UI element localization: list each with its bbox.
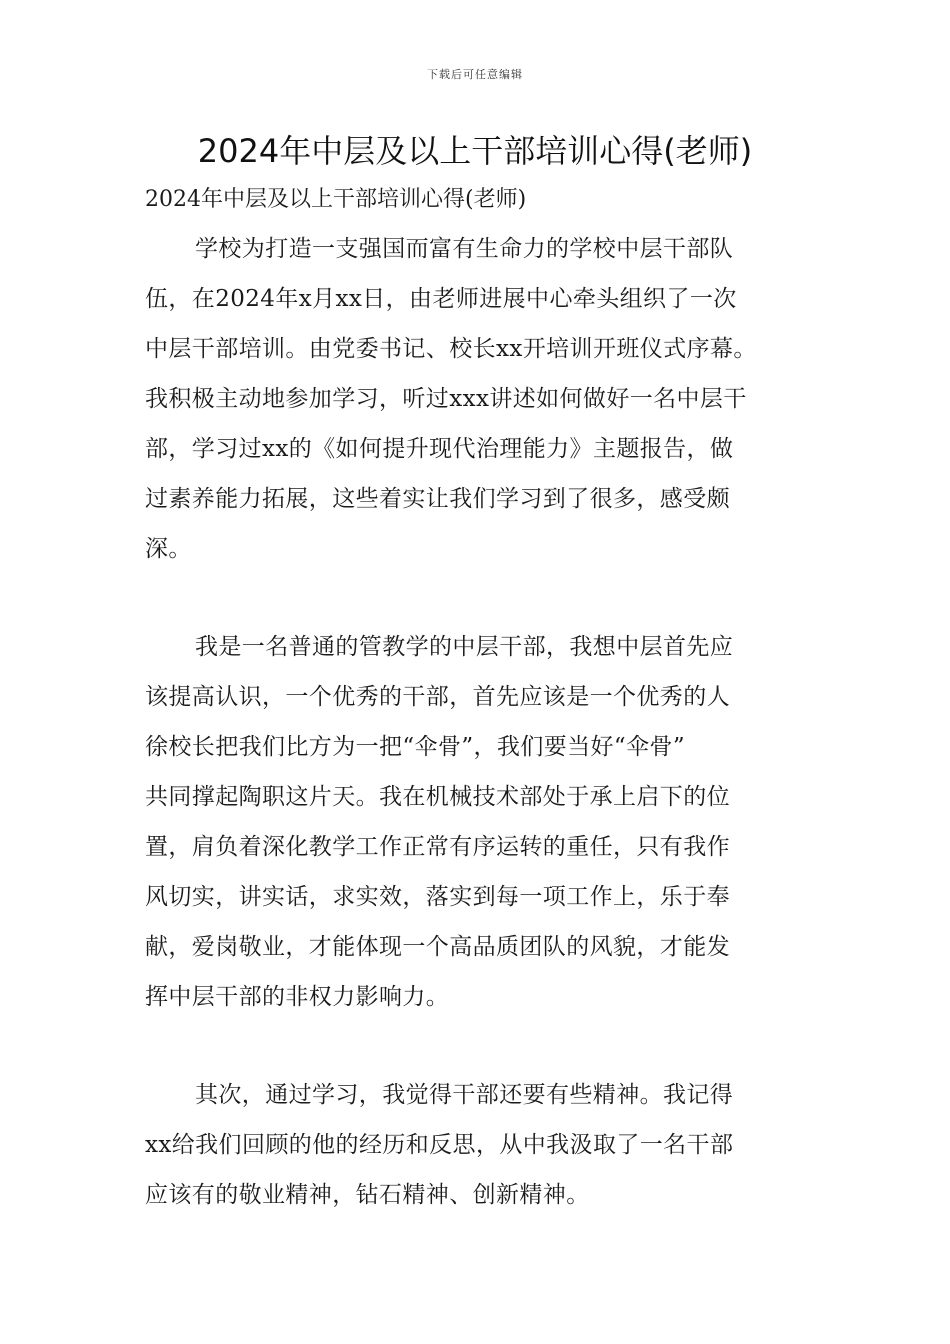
- paragraph-1: [145, 224, 810, 574]
- paragraph-line: 深。: [145, 536, 192, 562]
- paragraph-line: 学校为打造一支强国而富有生命力的学校中层干部队: [195, 236, 734, 262]
- document-title: 2024年中层及以上干部培训心得(老师): [197, 132, 753, 170]
- paragraph-3: [145, 1070, 810, 1220]
- paragraph-line: 该提高认识，一个优秀的干部，首先应该是一个优秀的人: [145, 684, 730, 710]
- document-subtitle: 2024年中层及以上干部培训心得(老师): [145, 187, 527, 212]
- paragraph-line: 应该有的敬业精神，钻石精神、创新精神。: [145, 1182, 590, 1208]
- paragraph-line: 部，学习过xx的《如何提升现代治理能力》主题报告，做: [145, 436, 734, 462]
- paragraph-line: 徐校长把我们比方为一把“伞骨”，我们要当好“伞骨”: [145, 734, 686, 760]
- paragraph-line: 过素养能力拓展，这些着实让我们学习到了很多，感受颇: [145, 486, 730, 512]
- paragraph-line: 置，肩负着深化教学工作正常有序运转的重任，只有我作: [145, 834, 730, 860]
- paragraph-line: 共同撑起陶职这片天。我在机械技术部处于承上启下的位: [145, 784, 730, 810]
- paragraph-line: 挥中层干部的非权力影响力。: [145, 984, 450, 1010]
- paragraph-line: xx给我们回顾的他的经历和反思，从中我汲取了一名干部: [145, 1132, 734, 1158]
- paragraph-line: 其次，通过学习，我觉得干部还要有些精神。我记得: [195, 1082, 734, 1108]
- paragraph-line: 我是一名普通的管教学的中层干部，我想中层首先应: [195, 634, 734, 660]
- paragraph-2: [145, 622, 810, 1022]
- paragraph-line: 献，爱岗敬业，才能体现一个高品质团队的风貌，才能发: [145, 934, 730, 960]
- paragraph-line: 风切实，讲实话，求实效，落实到每一项工作上，乐于奉: [145, 884, 730, 910]
- header-note: 下载后可任意编辑: [427, 68, 523, 81]
- paragraph-line: 我积极主动地参加学习，听过xxx讲述如何做好一名中层干: [145, 386, 747, 412]
- paragraph-line: 伍，在2024年x月xx日，由老师进展中心牵头组织了一次: [145, 286, 737, 312]
- paragraph-line: 中层干部培训。由党委书记、校长xx开培训开班仪式序幕。: [145, 336, 757, 362]
